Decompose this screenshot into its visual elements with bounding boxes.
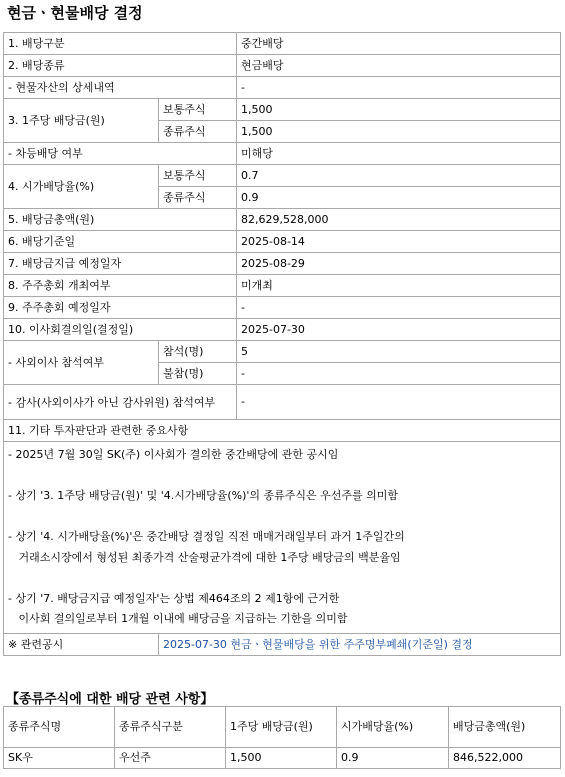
value-absent: - xyxy=(237,363,561,385)
label-class-stock: 종류주식 xyxy=(159,187,237,209)
value-shareholder-meeting: 미개최 xyxy=(237,275,561,297)
value-yield-class: 0.9 xyxy=(237,187,561,209)
table-row xyxy=(4,275,561,297)
value-dividend-type: 중간배당 xyxy=(237,33,561,55)
table-row xyxy=(4,231,561,253)
header-dividend-per-share: 1주당 배당금(원) xyxy=(226,707,337,748)
label-total-dividend: 5. 배당금총액(원) xyxy=(4,209,237,231)
table-row xyxy=(4,385,561,420)
cell-dividend-yield: 0.9 xyxy=(337,748,449,769)
label-related-disclosure: ※ 관련공시 xyxy=(4,634,159,656)
label-shareholder-meeting: 8. 주주총회 개최여부 xyxy=(4,275,237,297)
table-row xyxy=(4,341,561,363)
label-in-kind-details: - 현물자산의 상세내역 xyxy=(4,77,237,99)
value-board-resolution-date: 2025-07-30 xyxy=(237,319,561,341)
header-total-dividend: 배당금총액(원) xyxy=(449,707,561,748)
table-row xyxy=(4,253,561,275)
table-row xyxy=(4,748,561,769)
label-outside-director-attendance: - 사외이사 참석여부 xyxy=(4,341,159,385)
header-class-stock-name: 종류주식명 xyxy=(4,707,115,748)
cell-total-dividend: 846,522,000 xyxy=(449,748,561,769)
table-row xyxy=(4,33,561,55)
label-record-date: 6. 배당기준일 xyxy=(4,231,237,253)
label-dividend-type: 1. 배당구분 xyxy=(4,33,237,55)
label-dividend-kind: 2. 배당종류 xyxy=(4,55,237,77)
table-row xyxy=(4,420,561,442)
table-row xyxy=(4,209,561,231)
label-common-stock: 보통주식 xyxy=(159,165,237,187)
value-differential-dividend: 미해당 xyxy=(237,143,561,165)
value-dividend-kind: 현금배당 xyxy=(237,55,561,77)
page-title: 현금ㆍ현물배당 결정 xyxy=(7,4,143,22)
value-yield-common: 0.7 xyxy=(237,165,561,187)
table-row xyxy=(4,55,561,77)
value-auditor-attendance: - xyxy=(237,385,561,420)
class-stock-dividend-table xyxy=(3,706,561,769)
dividend-decision-table xyxy=(3,32,561,656)
value-dps-class: 1,500 xyxy=(237,121,561,143)
label-common-stock: 보통주식 xyxy=(159,99,237,121)
table-row xyxy=(4,297,561,319)
cell-dividend-per-share: 1,500 xyxy=(226,748,337,769)
table-row xyxy=(4,77,561,99)
label-auditor-attendance: - 감사(사외이사가 아닌 감사위원) 참석여부 xyxy=(4,385,237,420)
cell-class-stock-type: 우선주 xyxy=(115,748,226,769)
class-stock-section-title: 【종류주식에 대한 배당 관련 사항】 xyxy=(6,692,214,707)
table-row xyxy=(4,165,561,187)
value-in-kind-details: - xyxy=(237,77,561,99)
table-row xyxy=(4,143,561,165)
value-present: 5 xyxy=(237,341,561,363)
label-payment-date: 7. 배당금지급 예정일자 xyxy=(4,253,237,275)
value-record-date: 2025-08-14 xyxy=(237,231,561,253)
label-board-resolution-date: 10. 이사회결의일(결정일) xyxy=(4,319,237,341)
header-dividend-yield: 시가배당율(%) xyxy=(337,707,449,748)
label-dividend-per-share: 3. 1주당 배당금(원) xyxy=(4,99,159,143)
header-class-stock-type: 종류주식구분 xyxy=(115,707,226,748)
value-dps-common: 1,500 xyxy=(237,99,561,121)
label-dividend-yield: 4. 시가배당율(%) xyxy=(4,165,159,209)
label-differential-dividend: - 차등배당 여부 xyxy=(4,143,237,165)
label-other-matters: 11. 기타 투자판단과 관련한 중요사항 xyxy=(4,420,561,442)
label-present: 참석(명) xyxy=(159,341,237,363)
table-row xyxy=(4,99,561,121)
table-header-row xyxy=(4,707,561,748)
label-meeting-date: 9. 주주총회 예정일자 xyxy=(4,297,237,319)
table-row xyxy=(4,319,561,341)
label-absent: 불참(명) xyxy=(159,363,237,385)
cell-class-stock-name: SK우 xyxy=(4,748,115,769)
label-class-stock: 종류주식 xyxy=(159,121,237,143)
table-row xyxy=(4,442,561,634)
other-matters-notes: - 2025년 7월 30일 SK(주) 이사회가 결의한 중간배당에 관한 공시임 - 상기 '3. 1주당 배당금(원)' 및 '4.시가배당율(%)'의 종류주식은 우선주를 의미함 - 상기 '4. 시가배당율(%)'은 중간배당 결정일 직전 매매거래일부터 과거 1주일간의 거래소시장에서 형성된 최종가격 산술평균가격에 대한 1주당 배당금의 백분율임 - 상기 '7. 배당금지급 예정일자'는 상법 제464조의 2 제1항에 근거한 이사회 결의일로부터 1개월 이내에 배당금을 지급하는 기한을 의미함 xyxy=(4,442,561,634)
value-payment-date: 2025-08-29 xyxy=(237,253,561,275)
value-meeting-date: - xyxy=(237,297,561,319)
related-disclosure-link[interactable]: 2025-07-30 현금ㆍ현물배당을 위한 주주명부폐쇄(기준일) 결정 xyxy=(159,634,561,656)
table-row xyxy=(4,634,561,656)
value-total-dividend: 82,629,528,000 xyxy=(237,209,561,231)
